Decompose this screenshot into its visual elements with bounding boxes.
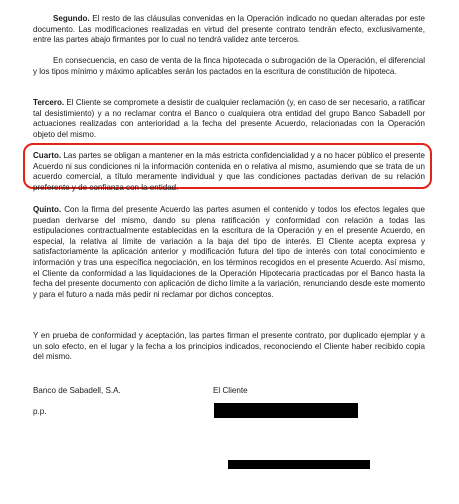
clause-heading-quinto: Quinto. bbox=[33, 205, 62, 214]
clause-text-tercero: El Cliente se compromete a desistir de cualquier reclamación (y, en caso de ser necesario, a ratificar tal desistimiento) y a no reclamar contra el Banco o cualquiera otra entidad del grupo Banco Sabadell por actuaciones realizadas con anterioridad a la fecha del presente Acuerdo, relacionadas con la Operación objeto del mismo. bbox=[33, 98, 425, 139]
clause-text-segundo: El resto de las cláusulas convenidas en la Operación indicado no quedan alteradas por este documento. Las modificaciones realizadas en virtud del presente contrato tendrán efecto, exclusivamente, entre las partes abajo firmantes por lo cual no tendrá validez ante terceros. bbox=[33, 14, 425, 45]
signature-bank-label: Banco de Sabadell, S.A. bbox=[33, 386, 121, 395]
clause-tercero bbox=[33, 98, 425, 140]
redaction-bar bbox=[228, 460, 370, 469]
closing-paragraph bbox=[33, 331, 425, 363]
clause-segundo bbox=[33, 14, 425, 46]
redaction-bar bbox=[214, 403, 358, 418]
clause-heading-tercero: Tercero. bbox=[33, 98, 65, 107]
signature-pp-label: p.p. bbox=[33, 407, 47, 416]
closing-text: Y en prueba de conformidad y aceptación, las partes firman el presente contrato, por duplicado ejemplar y a un solo efecto, en el lugar y la fecha a los principios indicados, reconociendo el Cliente haber recibido copia del mismo. bbox=[33, 331, 425, 362]
signature-client-label: El Cliente bbox=[213, 386, 248, 395]
clause-quinto bbox=[33, 205, 425, 300]
clause-cuarto bbox=[33, 151, 425, 193]
clause-text-quinto: Con la firma del presente Acuerdo las partes asumen el contenido y todos los efectos legales que puedan derivarse del mismo, dando su plena ratificación y conformidad con relación a todas las estipulaciones contractualmente establecidas en la escritura de la Operación y en el presente Acuerdo, en especial, la relativa al límite de variación a la baja del tipo de interés. El Cliente acepta expresa y satisfactoriamente la aplicación anterior y modificación futura del tipo de interés con total conocimiento e información y tras una específica negociación, en los términos recogidos en el presente Acuerdo. Así mismo, el Cliente da conformidad a las liquidaciones de la Operación Hipotecaria practicadas por el Banco hasta la fecha del presente documento con aplicación de dicho límite a la variación, renunciando desde este momento y para el futuro a nada más pedir ni reclamar por dichos conceptos. bbox=[33, 205, 425, 299]
clause-text-segundo-2: En consecuencia, en caso de venta de la finca hipotecada o subrogación de la Operación, el diferencial y los tipos mínimo y máximo aplicables serán los pactados en la escritura de constitución de hipoteca. bbox=[33, 56, 425, 76]
clause-text-cuarto: Las partes se obligan a mantener en la más estricta confidencialidad y a no hacer público el presente Acuerdo ni sus condiciones ni la información contenida en o relativa al mismo, asumiendo que se trata de un acuerdo comercial, a título meramente individual y que las condiciones pactadas derivan de su relación preferente y de confianza con la entidad. bbox=[33, 151, 425, 192]
clause-segundo-paragraph-2 bbox=[33, 56, 425, 77]
clause-heading-cuarto: Cuarto. bbox=[33, 151, 62, 160]
clause-heading-segundo: Segundo. bbox=[53, 14, 90, 23]
